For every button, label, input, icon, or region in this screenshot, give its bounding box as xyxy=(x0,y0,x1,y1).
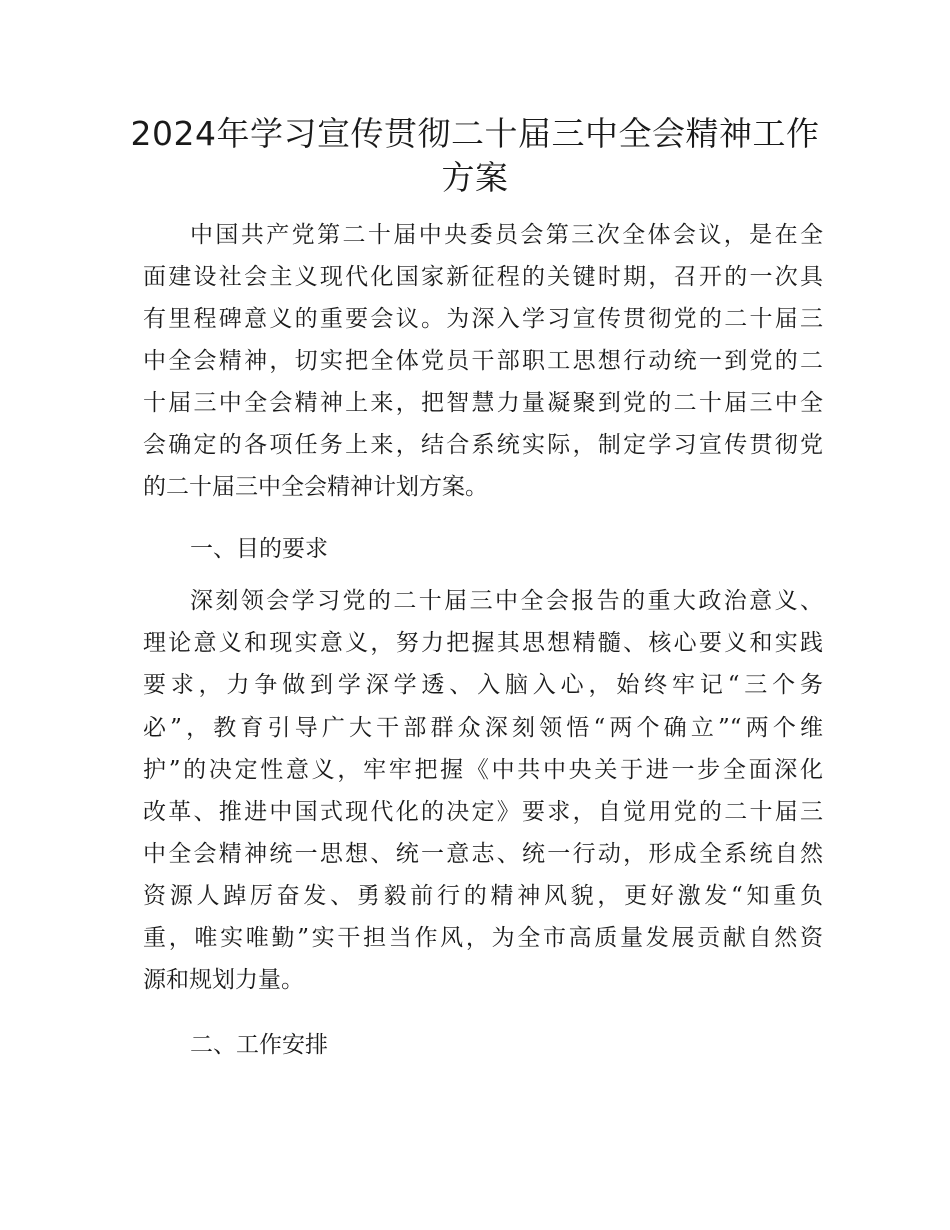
paragraph-line: 十届三中全会精神上来，把智慧力量凝聚到党的二十届三中全 xyxy=(143,390,823,416)
paragraph-line: 源和规划力量。 xyxy=(143,967,304,993)
paragraph-line: 必”，教育引导广大干部群众深刻领悟“两个确立”“两个维 xyxy=(143,715,823,741)
section-heading-1: 一、目的要求 xyxy=(190,536,328,562)
paragraph-line: 的二十届三中全会精神计划方案。 xyxy=(143,474,488,500)
paragraph-line: 资源人踔厉奋发、勇毅前行的精神风貌，更好激发“知重负 xyxy=(143,883,823,909)
paragraph-line: 会确定的各项任务上来，结合系统实际，制定学习宣传贯彻党 xyxy=(143,432,823,458)
document-title-line-2: 方案 xyxy=(441,158,509,197)
paragraph-line: 护”的决定性意义，牢牢把握《中共中央关于进一步全面深化 xyxy=(143,757,823,783)
paragraph-line: 中国共产党第二十届中央委员会第三次全体会议，是在全 xyxy=(190,222,823,248)
paragraph-line: 中全会精神统一思想、统一意志、统一行动，形成全系统自然 xyxy=(143,841,823,867)
paragraph-line: 深刻领会学习党的二十届三中全会报告的重大政治意义、 xyxy=(190,588,823,614)
paragraph-line: 中全会精神，切实把全体党员干部职工思想行动统一到党的二 xyxy=(143,348,823,374)
section-heading-2: 二、工作安排 xyxy=(190,1032,328,1058)
paragraph-line: 改革、推进中国式现代化的决定》要求，自觉用党的二十届三 xyxy=(143,799,823,825)
paragraph-line: 面建设社会主义现代化国家新征程的关键时期，召开的一次具 xyxy=(143,264,823,290)
paragraph-line: 理论意义和现实意义，努力把握其思想精髓、核心要义和实践 xyxy=(143,630,823,656)
paragraph-line: 要求，力争做到学深学透、入脑入心，始终牢记“三个务 xyxy=(143,672,823,698)
paragraph-line: 重，唯实唯勤”实干担当作风，为全市高质量发展贡献自然资 xyxy=(143,925,823,951)
document-title-line-1: 2024年学习宣传贯彻二十届三中全会精神工作 xyxy=(130,114,820,153)
paragraph-line: 有里程碑意义的重要会议。为深入学习宣传贯彻党的二十届三 xyxy=(143,306,823,332)
